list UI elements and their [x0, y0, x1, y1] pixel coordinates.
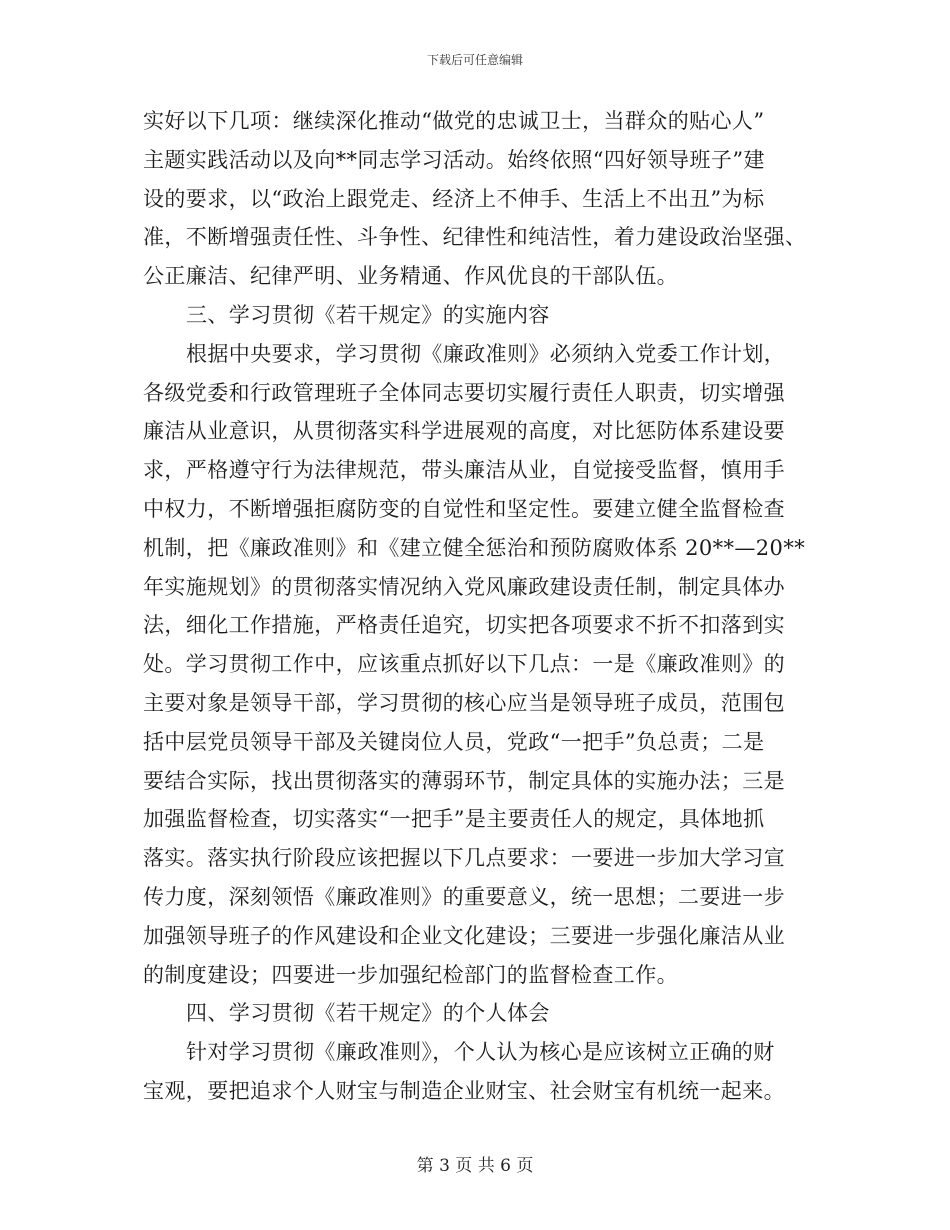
body-line: 机制，把《廉政准则》和《建立健全惩治和预防腐败体系 20**—20**	[143, 535, 806, 560]
body-line: 法，细化工作措施，严格责任追究，切实把各项要求不折不扣落到实	[143, 613, 785, 638]
body-line: 加强监督检查，切实落实“一把手”是主要责任人的规定，具体地抓	[143, 807, 765, 832]
page-number: 第 3 页 共 6 页	[416, 1156, 534, 1176]
body-line: 要结合实际，找出贯彻落实的薄弱环节，制定具体的实施办法；三是	[143, 768, 785, 793]
body-line: 年实施规划》的贯彻落实情况纳入党风廉政建设责任制，制定具体办	[143, 574, 785, 599]
paragraph-start-line: 针对学习贯彻《廉政准则》，个人认为核心是应该树立正确的财	[186, 1040, 775, 1065]
body-line: 求，严格遵守行为法律规范，带头廉洁从业，自觉接受监督，慎用手	[143, 458, 785, 483]
body-line: 传力度，深刻领悟《廉政准则》的重要意义，统一思想；二要进一步	[143, 884, 785, 909]
document-body	[143, 102, 809, 1111]
body-line: 准，不断增强责任性、斗争性、纪律性和纯洁性，着力建设政治坚强、	[143, 225, 807, 250]
body-line: 落实。落实执行阶段应该把握以下几点要求：一要进一步加大学习宣	[143, 846, 785, 871]
body-line: 主题实践活动以及向**同志学习活动。始终依照“四好领导班子”建	[143, 147, 765, 172]
body-line: 廉洁从业意识，从贯彻落实科学进展观的高度，对比惩防体系建设要	[143, 419, 785, 444]
body-line: 各级党委和行政管理班子全体同志要切实履行责任人职责，切实增强	[143, 380, 785, 405]
body-line: 公正廉洁、纪律严明、业务精通、作风优良的干部队伍。	[143, 264, 678, 289]
body-line: 实好以下几项：继续深化推动“做党的忠诚卫士，当群众的贴心人”	[143, 109, 765, 133]
body-line: 宝观，要把追求个人财宝与制造企业财宝、社会财宝有机统一起来。	[143, 1078, 785, 1103]
body-line: 设的要求，以“政治上跟党走、经济上不伸手、生活上不出丑”为标	[143, 186, 765, 211]
paragraph-start-line: 根据中央要求，学习贯彻《廉政准则》必须纳入党委工作计划，	[186, 341, 786, 366]
body-line: 加强领导班子的作风建设和企业文化建设；三要进一步强化廉洁从业	[143, 923, 785, 948]
page-header: 下载后可任意编辑	[426, 53, 523, 67]
body-line: 中权力，不断增强拒腐防变的自觉性和坚定性。要建立健全监督检查	[143, 496, 785, 521]
body-line: 的制度建设；四要进一步加强纪检部门的监督检查工作。	[143, 962, 678, 987]
body-line: 处。学习贯彻工作中，应该重点抓好以下几点：一是《廉政准则》的	[143, 652, 785, 677]
body-line: 主要对象是领导干部，学习贯彻的核心应当是领导班子成员，范围包	[143, 690, 785, 715]
section-heading: 三、学习贯彻《若干规定》的实施内容	[186, 302, 550, 327]
section-heading: 四、学习贯彻《若干规定》的个人体会	[186, 1001, 550, 1026]
body-line: 括中层党员领导干部及关键岗位人员，党政“一把手”负总责；二是	[143, 729, 765, 754]
